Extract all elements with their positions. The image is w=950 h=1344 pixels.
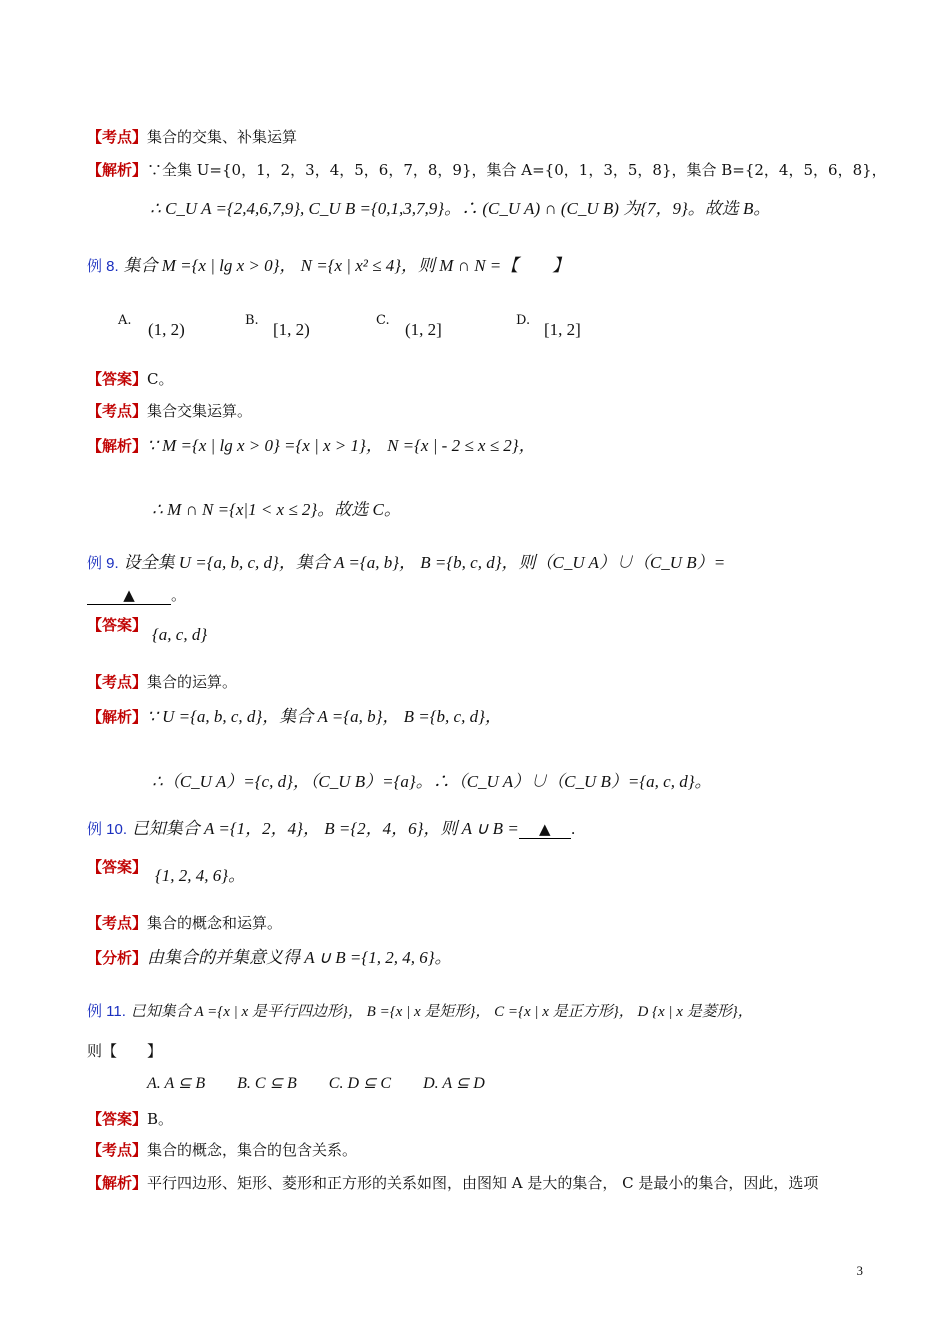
example-8-stem [87, 255, 569, 278]
answer-tag: 【答案】 [87, 370, 148, 388]
option-c-letter: C. [376, 313, 390, 328]
answer-value-ex9 [152, 624, 207, 646]
example-stem: 设全集 U ={a, b, c, d}，集合 A ={a, b}， B ={b, c, d}，则（C_U A）∪（C_U B）= [123, 553, 726, 572]
kaodian-text: 集合的交集、补集运算 [147, 128, 298, 146]
example-stem: 已知集合 A ={1，2，4}， B ={2，4，6}，则 A ∪ B = [131, 819, 519, 838]
answer-blank[interactable]: ▲ [87, 586, 171, 605]
answer-row-ex9 [87, 614, 147, 636]
jiexi-line2-ex9 [152, 771, 712, 793]
jiexi-formula: ∴（C_U A）={c, d}，（C_U B）={a}。∴（C_U A）∪（C_U B）={a, c, d}。 [152, 772, 712, 791]
jiexi-text: 平行四边形、矩形、菱形和正方形的关系如图，由图知 A 是大的集合， C 是最小的集合，因此，选项 [147, 1174, 819, 1192]
kaodian-row-ex11 [87, 1139, 357, 1161]
jiexi-formula: ∴ C_U A ={2,4,6,7,9}, C_U B ={0,1,3,7,9}。∴ (C_U A) ∩ (C_U B) 为{7，9}。故选 B。 [150, 199, 771, 218]
jiexi-row-ex11 [87, 1172, 818, 1194]
option-c-value: (1, 2] [405, 320, 442, 339]
option-d-letter: D. [516, 313, 531, 328]
jiexi-row-ex7 [87, 159, 887, 181]
jiexi-formula: ∴ M ∩ N ={x|1 < x ≤ 2}。故选 C。 [152, 500, 401, 519]
jiexi-text: ∵全集 U={0，1，2，3，4，5，6，7，8，9}，集合 A={0，1，3，5，8}，集合 B={2，4，5，6，8}， [147, 161, 887, 179]
example-11-stem [87, 1000, 753, 1023]
example-label: 例 8. [87, 258, 119, 275]
example-11-stem-2 [87, 1040, 162, 1062]
answer-tag: 【答案】 [87, 1110, 148, 1128]
example-stem: 集合 M ={x | lg x > 0}， N ={x | x² ≤ 4}，则 M ∩ N =【 】 [123, 256, 570, 275]
answer-blank[interactable]: ▲ [519, 820, 571, 839]
answer-row-ex11 [87, 1108, 173, 1130]
jiexi-line2-ex8 [152, 499, 401, 521]
jiexi-tag: 【解析】 [87, 161, 148, 179]
example-10-stem [87, 818, 576, 841]
answer-formula: {1, 2, 4, 6}。 [155, 866, 246, 885]
kaodian-row-ex8 [87, 400, 252, 422]
kaodian-text: 集合交集运算。 [147, 402, 253, 420]
kaodian-tag: 【考点】 [87, 128, 148, 146]
option-b-letter: B. [245, 313, 259, 328]
fenxi-tag: 【分析】 [87, 949, 148, 967]
jiexi-line2-ex7 [150, 198, 770, 220]
example-9-stem [87, 552, 725, 575]
option-a-value: (1, 2) [148, 320, 185, 339]
jiexi-tag: 【解析】 [87, 1174, 148, 1192]
jiexi-row-ex8 [87, 435, 536, 457]
jiexi-row-ex9 [87, 706, 502, 728]
example-label: 例 9. [87, 555, 119, 572]
example-label: 例 10. [87, 821, 128, 838]
fenxi-row-ex10 [87, 947, 452, 969]
answer-value-ex10 [155, 865, 245, 887]
options-ex11 [147, 1072, 485, 1095]
kaodian-row-ex9 [87, 671, 237, 693]
kaodian-tag: 【考点】 [87, 402, 148, 420]
jiexi-formula: ∵ M ={x | lg x > 0} ={x | x > 1}， N ={x | - 2 ≤ x ≤ 2}， [147, 436, 536, 455]
answer-text: C。 [147, 370, 174, 388]
options-text: A. A ⊆ B B. C ⊆ B C. D ⊆ C D. A ⊆ D [147, 1075, 485, 1092]
answer-row-ex10 [87, 856, 147, 878]
jiexi-formula: ∵ U ={a, b, c, d}，集合 A ={a, b}， B ={b, c, d}， [147, 707, 502, 726]
kaodian-tag: 【考点】 [87, 1141, 148, 1159]
fenxi-formula: 由集合的并集意义得 A ∪ B ={1, 2, 4, 6}。 [147, 948, 452, 967]
answer-tag: 【答案】 [87, 858, 148, 876]
example-9-blank-row [87, 584, 186, 606]
blank-tail: . [570, 820, 576, 838]
jiexi-tag: 【解析】 [87, 437, 148, 455]
option-d-value: [1, 2] [544, 320, 581, 339]
example-stem: 已知集合 A ={x | x 是平行四边形}， B ={x | x 是矩形}， C ={x | x 是正方形}， D {x | x 是菱形}， [130, 1004, 753, 1020]
answer-row-ex8 [87, 368, 174, 390]
example-label: 例 11. [87, 1003, 126, 1020]
page-number: 3 [856, 1263, 863, 1278]
kaodian-tag: 【考点】 [87, 914, 148, 932]
answer-text: B。 [147, 1110, 174, 1128]
kaodian-text: 集合的运算。 [147, 673, 238, 691]
kaodian-tag: 【考点】 [87, 673, 148, 691]
example-stem-cont: 则【 】 [87, 1042, 163, 1060]
answer-tag: 【答案】 [87, 616, 148, 634]
jiexi-tag: 【解析】 [87, 708, 148, 726]
kaodian-text: 集合的概念和运算。 [147, 914, 283, 932]
kaodian-row-ex7 [87, 126, 297, 148]
kaodian-text: 集合的概念，集合的包含关系。 [147, 1141, 358, 1159]
kaodian-row-ex10 [87, 912, 282, 934]
blank-tail: 。 [171, 586, 187, 604]
option-a-letter: A. [118, 313, 132, 328]
option-b-value: [1, 2) [273, 320, 310, 339]
answer-formula: {a, c, d} [152, 625, 208, 644]
